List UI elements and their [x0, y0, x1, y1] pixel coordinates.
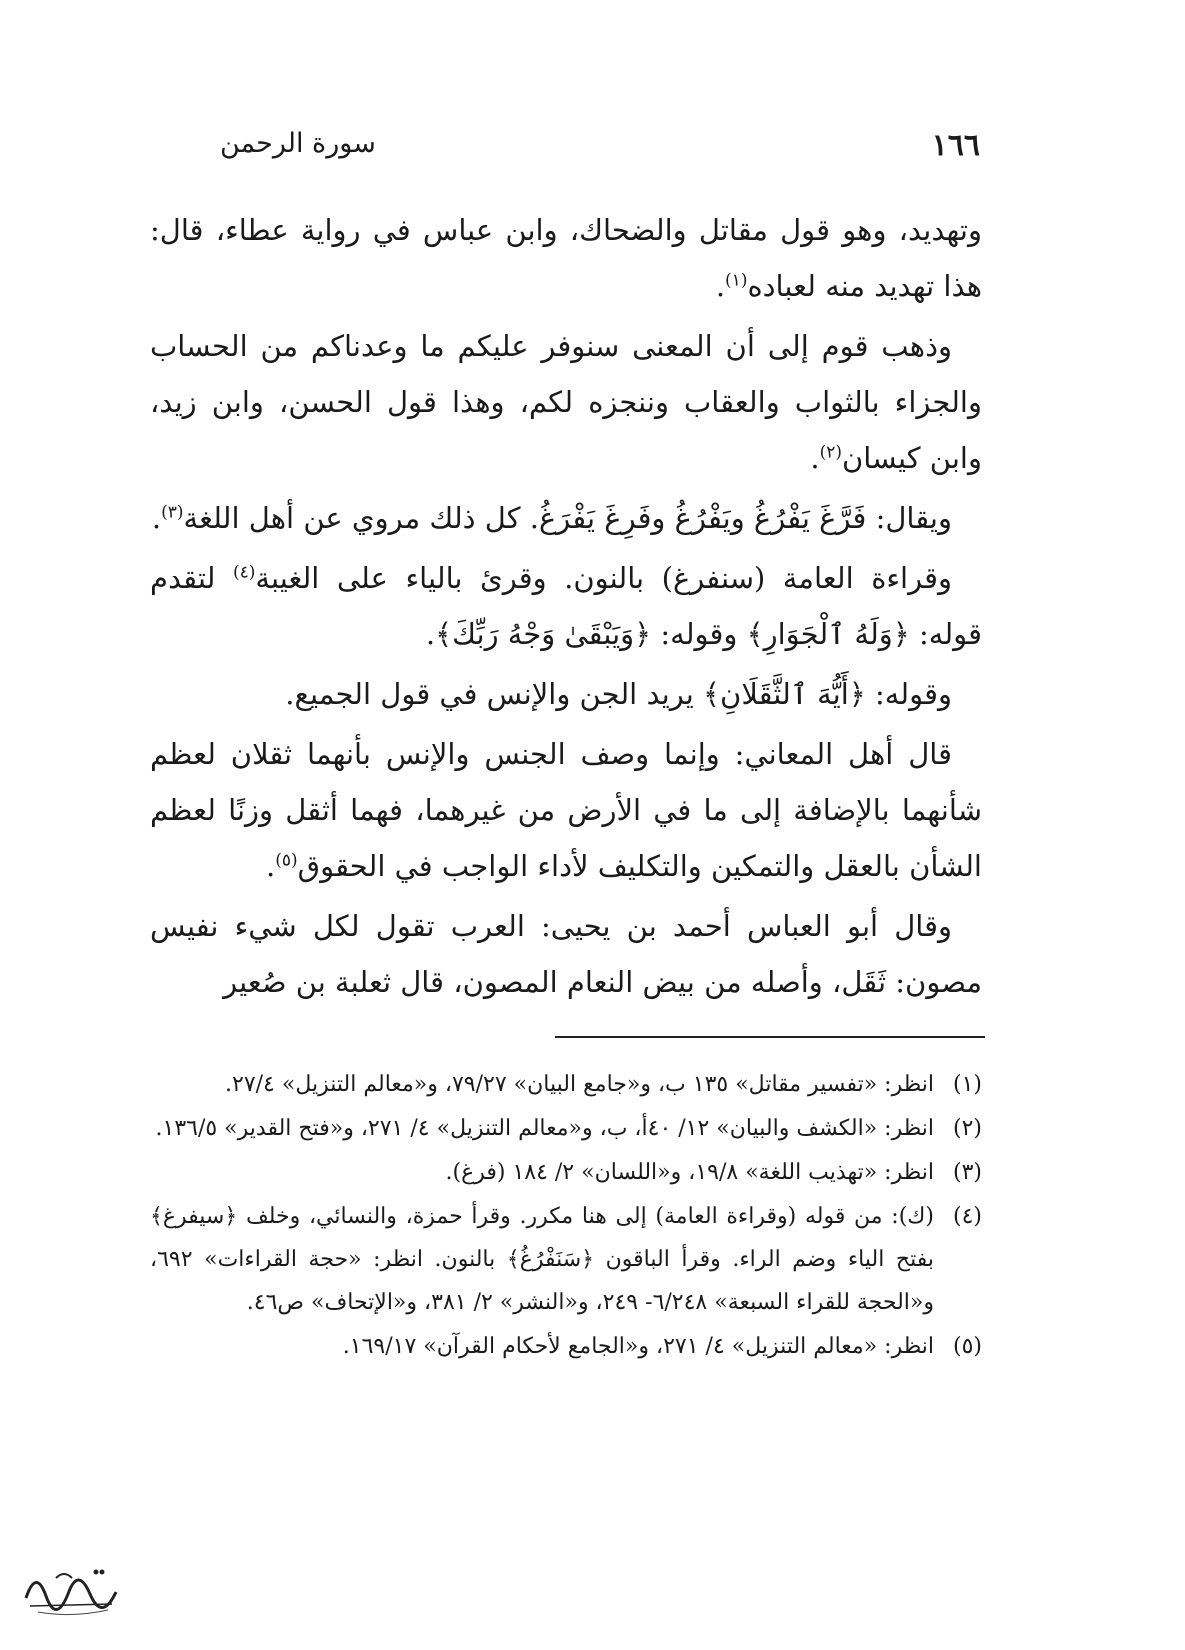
footnote-ref: (٤) [232, 562, 256, 583]
footnote-text: انظر: «تفسير مقاتل» ١٣٥ ب، و«جامع البيان» ٧٩/٢٧، و«معالم التنزيل» ٢٧/٤. [225, 1072, 934, 1097]
paragraph: وقوله: ﴿أَيُّهَ ٱلثَّقَلَانِ﴾ يريد الجن والإنس في قول الجميع. [285, 677, 952, 711]
paragraph: وقراءة العامة (سنفرغ) بالنون. وقرئ بالياء على الغيبة$^{(٤)}$ لتقدم قوله: ﴿وَلَهُ ٱلْجَوَارِ﴾ وقوله: ﴿وَيَبْقَىٰ وَجْهُ رَبِّكَ﴾. [150, 561, 982, 651]
footnote-number: (١) [952, 1072, 982, 1097]
footnote-number: (٤) [952, 1204, 982, 1229]
footnote-text: انظر: «الكشف والبيان» ١٢/ ٤٠أ، ب، و«معالم التنزيل» ٤/ ٢٧١، و«فتح القدير» ١٣٦/٥. [155, 1116, 934, 1141]
footnote-ref: (٣) [161, 502, 184, 523]
surah-title: سورة الرحمن [220, 128, 376, 159]
footnote-item [150, 1195, 982, 1324]
footnote-item [150, 1107, 982, 1150]
paragraph: وتهديد، وهو قول مقاتل والضحاك، وابن عباس في رواية عطاء، قال: هذا تهديد منه لعباده$^{(١)}$. [150, 213, 982, 303]
footnote-ref: (٢) [819, 442, 842, 463]
footnote-text: انظر: «معالم التنزيل» ٤/ ٢٧١، و«الجامع لأحكام القرآن» ١٦٩/١٧. [342, 1334, 934, 1359]
footnote-ref: (٥) [275, 850, 298, 871]
footnote-separator [555, 1036, 985, 1038]
publisher-logo [16, 1548, 126, 1620]
paragraph: وقال أبو العباس أحمد بن يحيى: العرب تقول لكل شيء نفيس مصون: ثَقَل، وأصله من بيض النعام المصون، قال ثعلبة بن صُعير [150, 909, 982, 999]
footnote-item [150, 1325, 982, 1368]
footnote-item [150, 1063, 982, 1106]
paragraph: وذهب قوم إلى أن المعنى سنوفر عليكم ما وعدناكم من الحساب والجزاء بالثواب والعقاب وننجزه لكم، وهذا قول الحسن، وابن زيد، وابن كيسان$^{(٢)}$. [150, 329, 982, 475]
page-header [150, 128, 980, 178]
paragraph: قال أهل المعاني: وإنما وصف الجنس والإنس بأنهما ثقلان لعظم شأنهما بالإضافة إلى ما في الأرض من غيرهما، فهما أثقل وزنًا لعظم الشأن بالعقل والتمكين والتكليف لأداء الواجب في الحقوق$^{(٥)}$. [150, 737, 982, 883]
footnote-text: انظر: «تهذيب اللغة» ١٩/٨، و«اللسان» ٢/ ١٨٤ (فرغ). [445, 1160, 934, 1185]
page-number: ١٦٦ [931, 128, 980, 163]
main-text [150, 202, 982, 1014]
footnote-ref: (١) [725, 270, 748, 291]
footnote-text: (ك): من قوله (وقراءة العامة) إلى هنا مكرر. وقرأ حمزة، والنسائي، وخلف ﴿سيفرغ﴾ بفتح الياء وضم الراء. وقرأ الباقون ﴿سَنَفْرُغُ﴾ بالنون. انظر: «حجة القراءات» ٦٩٢، و«الحجة للقراء السبعة» ٦/٢٤٨- ٢٤٩، و«النشر» ٢/ ٣٨١، و«الإتحاف» ص٤٦. [150, 1204, 934, 1315]
paragraph: ويقال: فَرَّغَ يَفْرُغُ ويَفْرُغُ وفَرِغَ يَفْرَغُ. كل ذلك مروي عن أهل اللغة$^{(٣)}$. [151, 501, 952, 535]
footnote-number: (٥) [952, 1334, 982, 1359]
footnote-number: (٢) [952, 1116, 982, 1141]
footnote-number: (٣) [952, 1160, 982, 1185]
footnotes [150, 1063, 982, 1369]
footnote-item [150, 1151, 982, 1194]
